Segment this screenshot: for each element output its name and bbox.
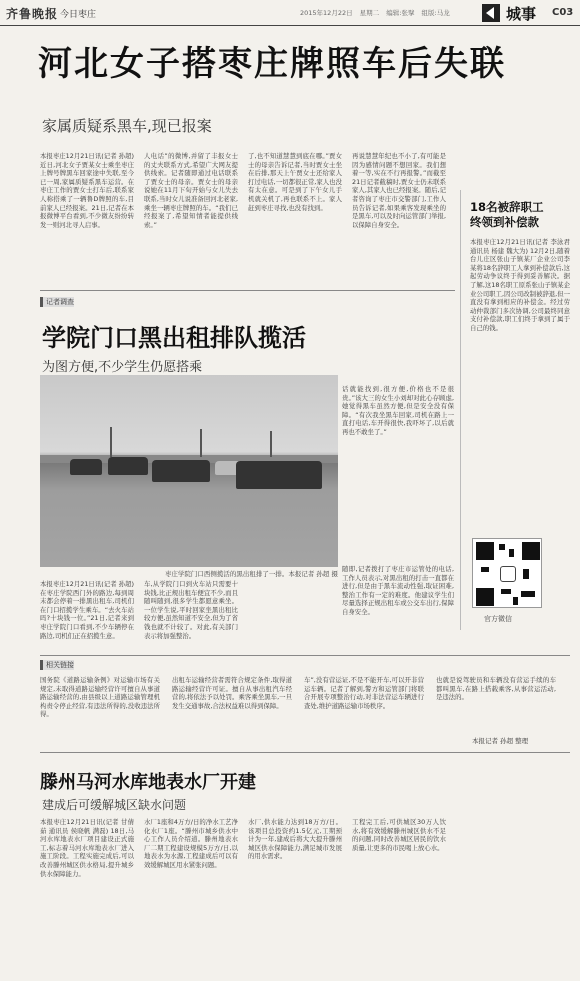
- qr-module: [501, 589, 511, 594]
- story3-col-1: 本报枣庄12月21日讯(记者 甘倩茹 通讯员 侯晓帆 满磊) 18日,马河水库地表水厂项目建设正式施工,标志着马河水库地表水厂进入施工阶段。工程实施完成后,可以改善滕州城区供水格局,提升城乡供水保障能力。: [40, 818, 134, 878]
- story1-col-4: 再说慧慧年纪也不小了,有可能是因为感情问题不想回家。我们想着一等,实在不行再报警。”而截至21日记者截稿时,贾女士仍未联系家人,其家人也已经报案。随后,记者咨询了枣庄市交警部门,工作人员告诉记者,如果乘客发现乘坐的是黑车,可以及时向运管部门举报,以保障自身安全。: [352, 152, 446, 229]
- photo-tree: [270, 431, 272, 457]
- qr-finder: [476, 542, 494, 560]
- story2-col-4: 随即,记者拨打了枣庄市运管处的电话,工作人员表示,对黑出租的打击一直都在进行,但是由于黑车流动性强,取证困难,整治工作有一定的难度。他建议学生们尽量选择正规出租车或公交车出行,保障自身安全。: [342, 565, 454, 616]
- story3-subheadline: 建成后可缓解城区缺水问题: [42, 798, 187, 812]
- story1-col-2: 人电话”的微博,并留了丰报女士的丈夫联系方式,希望广大网友提供线索。记者随即通过电话联系了贾女士的母亲。贾女士的母亲说她在11月下旬开始与女儿失去联系,当时女儿说准备回河北老家,乘坐一辆枣庄牌照的车。“我们已经报案了,希望知情者能提供线索。”: [144, 152, 238, 229]
- editor-credit: 编辑:张擘: [386, 9, 415, 17]
- story3-headline: 滕州马河水库地表水厂开建: [40, 772, 256, 793]
- story3-col-2: 水厂1座和4万方/日的净水工艺净化水厂1座。“滕州市城乡供水中心工作人员介绍道。滕州地表水厂二期工程建设规模5万方/日,以地表水为水源,工程建成后可以有效缓解城区用水紧张问题。: [144, 818, 238, 869]
- related-col-1: 国务院《道路运输条例》对运输市场有关规定,未取得道路运输经营许可擅自从事道路运输经营的,由县级以上道路运输管理机构责令停止经营,有违法所得的,没收违法所得。: [40, 676, 160, 719]
- edition-name: 今日枣庄: [60, 10, 97, 20]
- qr-module: [521, 591, 535, 597]
- side-headline-line1: 18名被辞职工: [470, 200, 544, 214]
- masthead: 齐鲁晚报: [6, 7, 59, 21]
- meta-line: [300, 8, 455, 17]
- photo-car: [108, 457, 148, 475]
- story3-col-4: 工程完工后,可供城区30万人饮水,将有效缓解滕州城区供水不足的问题,同时改善城区居民的饮水质量,让更多的市民喝上放心水。: [352, 818, 446, 852]
- story2-col-2: 车,从学院门口到火车站只需要十块钱,比正规出租车便宜不少,而且随叫随到,很多学生都愿意乘坐。一位学生说,平时回家坐黑出租比较方便,虽然知道不安全,但为了省钱也就不计较了。对此,有关部门表示将加强整治。: [144, 580, 238, 640]
- story2-label: 记者调查: [40, 297, 74, 307]
- story2-col-3: 话就能找到,很方便,价格也不是很贵。”该大三的女生小刘却对此心存顾虑,她觉得黑车虽然方便,但是安全没有保障。“有次我坐黑车回家,司机在路上一直打电话,车开得很快,我吓坏了,以后就再也不敢坐了。”: [342, 385, 454, 436]
- story2-subheadline: 为图方便,不少学生仍愿搭乘: [42, 360, 203, 375]
- section-arrow-icon: [482, 4, 500, 22]
- page-number: C03: [552, 7, 574, 18]
- qr-finder: [522, 542, 540, 560]
- side-body: 本报枣庄12月21日讯(记者 李泳君 通讯员 杨建 魏大为) 12月2日,随着台儿庄区张山子镇某厂企业公司李某将18名辞职工人拿到补偿款后,这起劳动争议终于得到妥善解决。据了解,这18名职工原系张山子镇某企业公司职工,因公司改制被辞退,但一直没有拿到相应的补偿金。经过劳动仲裁部门多次协调,公司最终同意支付补偿款,职工们终于拿到了属于自己的钱。: [470, 238, 570, 332]
- photo-tree: [200, 429, 202, 457]
- qr-label: 官方微信: [484, 615, 512, 623]
- qr-logo-icon: [500, 566, 516, 582]
- issue-weekday: 星期二: [359, 9, 380, 17]
- photo-tree: [110, 427, 112, 457]
- qr-module: [481, 567, 489, 572]
- qr-code-icon: [472, 538, 542, 608]
- side-headline-line2: 终领到补偿款: [470, 215, 539, 229]
- qr-module: [523, 569, 529, 579]
- story2-col-1: 本报枣庄12月21日讯(记者 孙超) 在枣庄学院西门外的路边,每到周末都会停着一排黑出租车,司机们在门口招揽学生乘车。“去火车站吗?十块钱一位。”21日,记者来到枣庄学院门口看到,不少车辆停在路边,司机们正在招揽生意。: [40, 580, 134, 640]
- divider: [40, 290, 455, 291]
- photo-car: [70, 459, 102, 475]
- divider: [40, 752, 570, 753]
- issue-date: 2015年12月22日: [300, 9, 353, 17]
- divider: [40, 655, 570, 656]
- story2-photo: [40, 375, 338, 567]
- qr-module: [509, 549, 514, 557]
- section-name: 城事: [506, 5, 537, 23]
- qr-finder: [476, 588, 494, 606]
- related-sign: 本报记者 孙超 整理: [472, 737, 529, 745]
- side-headline: [470, 200, 544, 230]
- related-col-2: 出租车运输经营者需符合规定条件,取得道路运输经营许可证。擅自从事出租汽车经营的,将依法予以处罚。乘客乘坐黑车,一旦发生交通事故,合法权益难以得到保障。: [172, 676, 292, 710]
- qr-module: [513, 597, 518, 605]
- related-label: 相关链接: [40, 660, 74, 670]
- photo-car: [236, 461, 322, 489]
- story1-col-1: 本报枣庄12月21日讯(记者 孙超) 近日,河北女子贾某女士乘坐枣庄上牌号牌黑车回家途中失联,至今已一周,家属质疑系黑车运营。在枣庄工作的贾女士打车后,联系家人称搭乘了一辆鲁D牌照的车,目前家人已经报案。21日,记者在本报微博平台看到,不少微友纷纷转发一则河北寻人启事。: [40, 152, 134, 229]
- column-divider: [460, 190, 461, 630]
- designer-credit: 组版:马龙: [421, 9, 450, 17]
- story1-headline: 河北女子搭枣庄牌照车后失联: [38, 44, 506, 84]
- page-header: [0, 0, 580, 26]
- story3-col-3: 水厂,供水能力达到18万方/日。该项目总投资约1.5亿元,工期预计为一年,建成后将大大提升滕州城区供水保障能力,满足城市发展的用水需求。: [248, 818, 342, 861]
- related-col-3: 车”,没有营运证,不是不能开车,可以开非营运车辆。记者了解到,警方和运管部门将联合开展专项整治行动,对非法营运车辆进行查处,维护道路运输市场秩序。: [304, 676, 424, 710]
- qr-module: [499, 544, 505, 550]
- story2-photo-caption: 枣庄学院门口西侧揽活的黑出租排了一排。本报记者 孙超 摄: [164, 570, 338, 578]
- story1-subheadline: 家属质疑系黑车,现已报案: [42, 117, 212, 135]
- photo-car: [152, 460, 210, 482]
- related-col-4: 也就是说驾驶员和车辆没有营运手续的车都叫黑车,在路上搭载乘客,从事营运活动,是违法的。: [436, 676, 556, 702]
- story2-headline: 学院门口黑出租排队揽活: [42, 324, 306, 352]
- story1-col-3: 了,也不知道慧慧到底在哪。”贾女士的母亲告诉记者,当时贾女士坐在后排,那天上午贾女士还给家人打过电话,一切都很正常,家人也没有太在意。可是到了下午女儿手机就关机了,再也联系不上。家人赶到枣庄寻找,也没有找到。: [248, 152, 342, 212]
